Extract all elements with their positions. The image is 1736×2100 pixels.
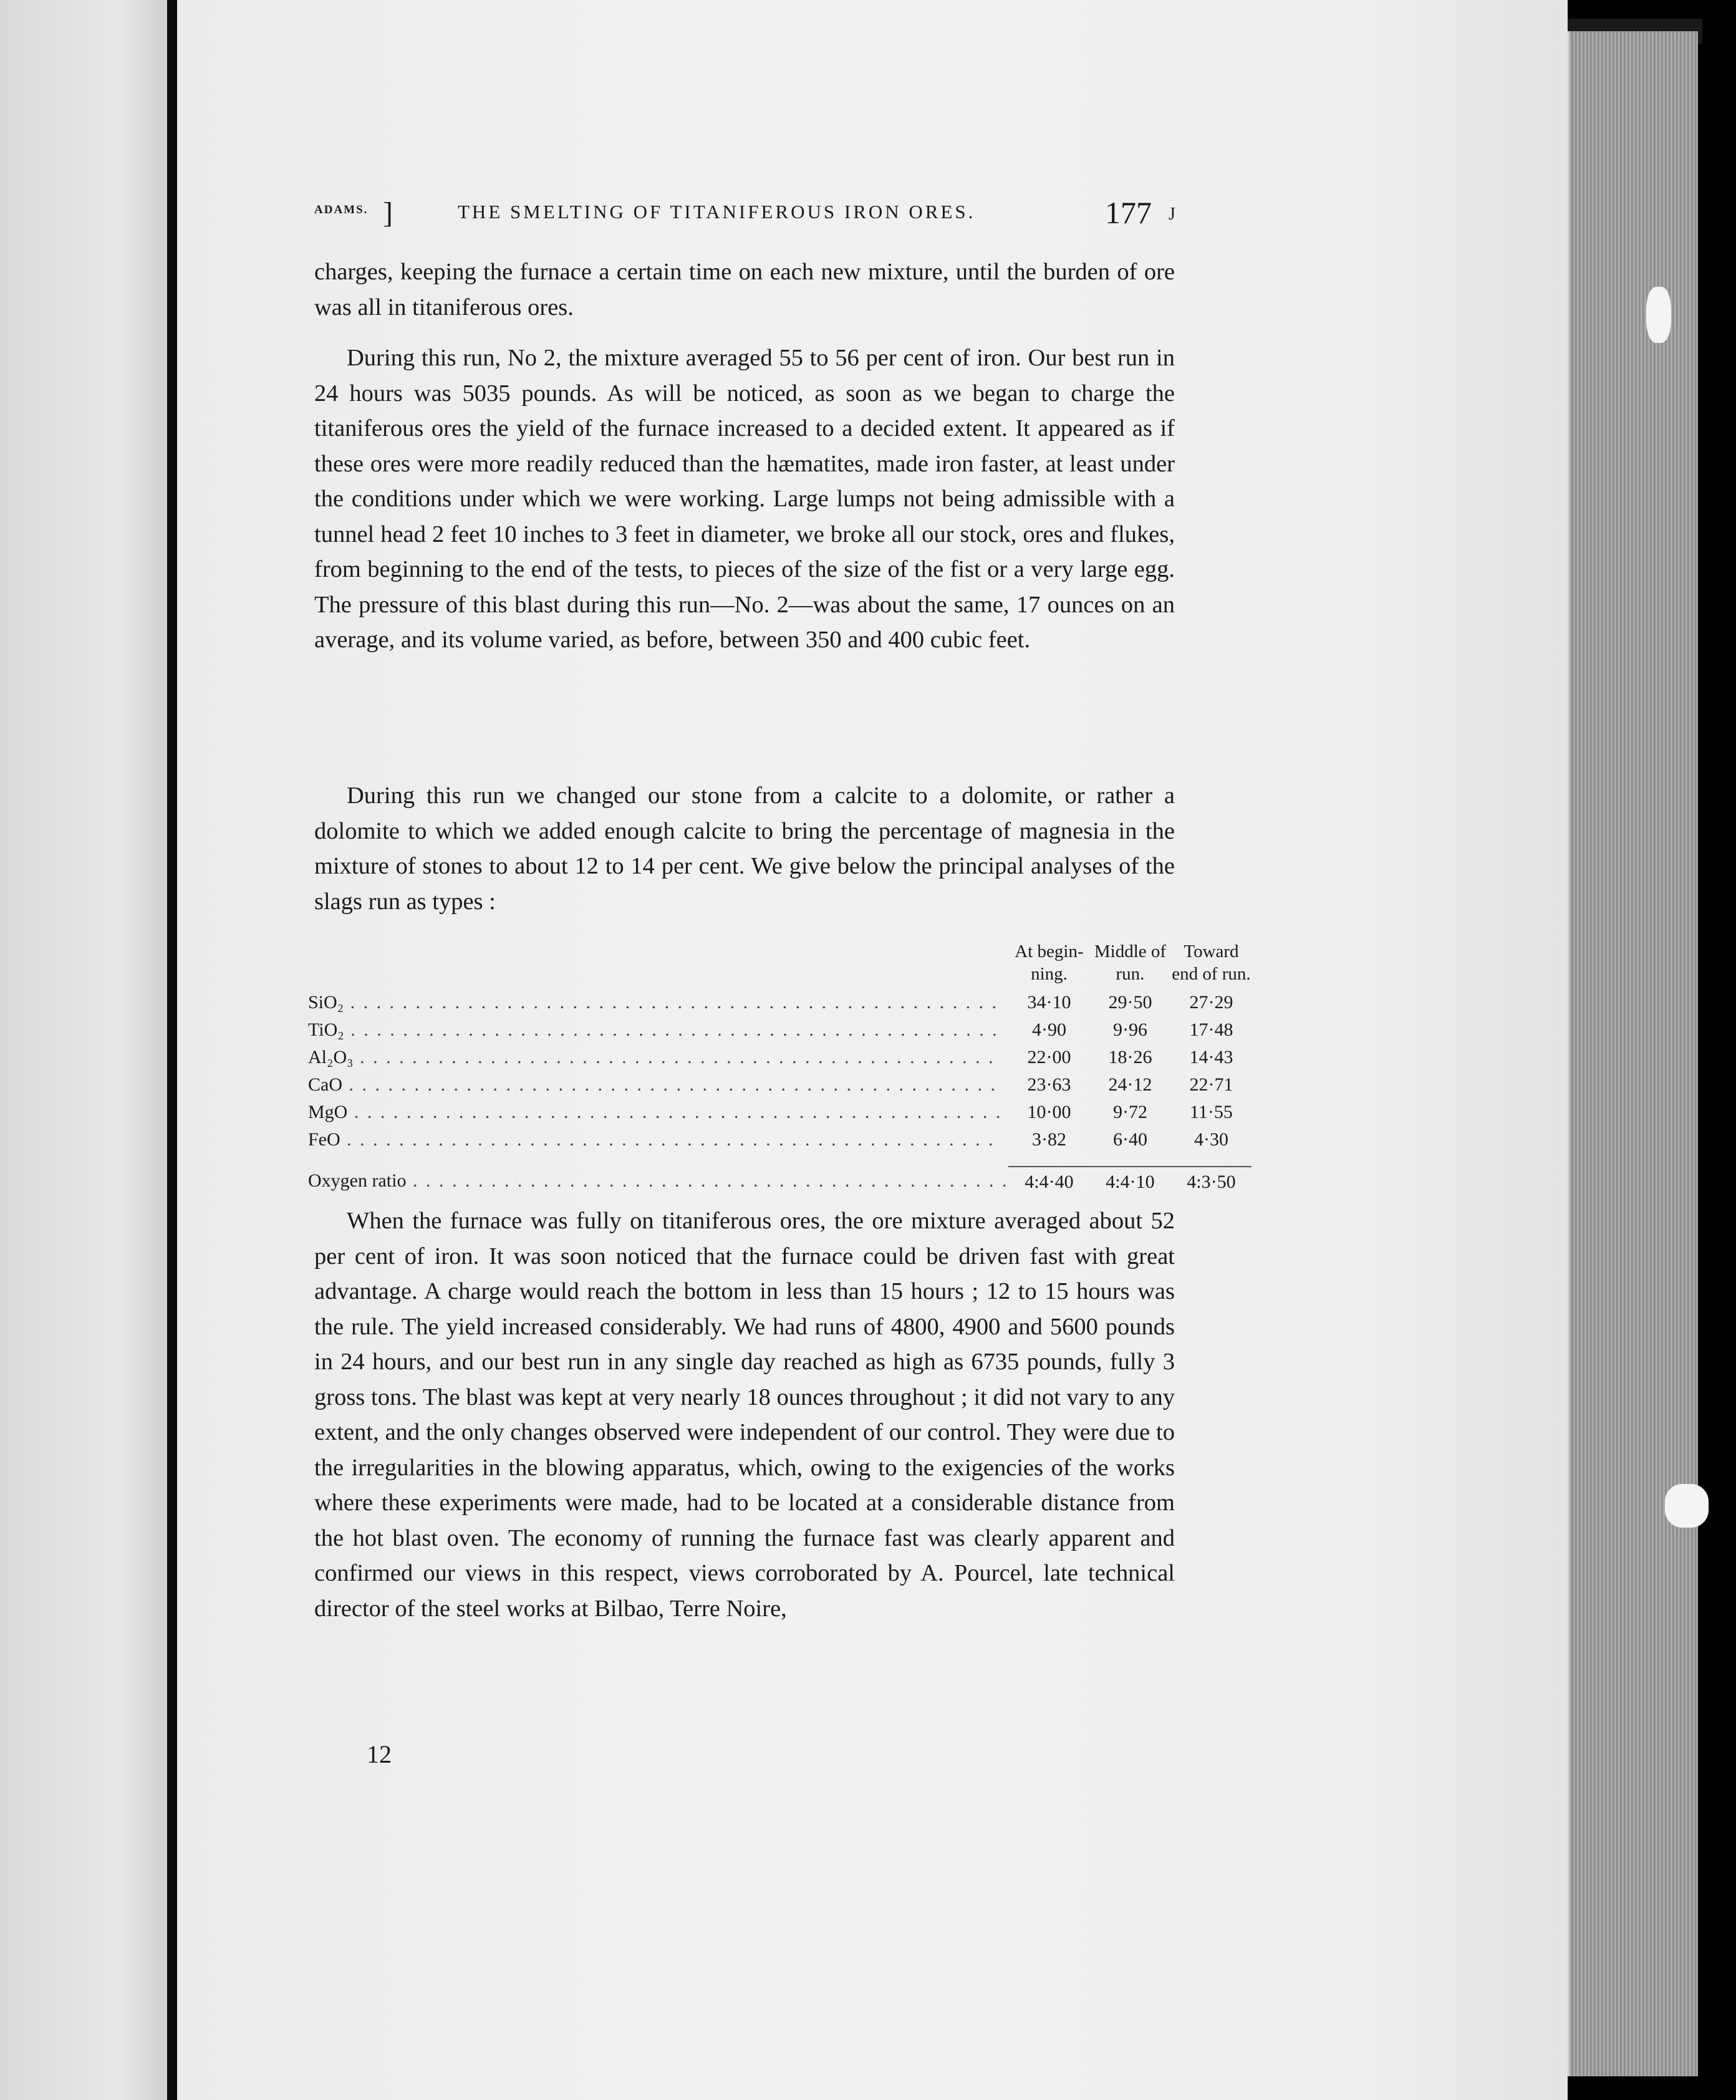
table-row	[308, 1044, 1251, 1071]
table-row	[308, 989, 1251, 1016]
running-head-bracket: ]	[383, 196, 393, 229]
row-label-text: FeO	[308, 1129, 340, 1150]
table-cell: 3·82	[1031, 1129, 1066, 1150]
slag-analysis-table	[308, 940, 1251, 1196]
table-row	[308, 1071, 1251, 1099]
running-head-author: ADAMS.	[314, 203, 369, 216]
table-cell: 22·00	[1027, 1047, 1071, 1067]
page-number: 177	[1105, 195, 1152, 230]
table-cell: 27·29	[1189, 992, 1233, 1013]
table-cell: 24·12	[1108, 1074, 1152, 1095]
table-cell	[1008, 1154, 1089, 1196]
row-label: Oxygen ratio . . . . . . . . . . . . . . . . . . . . . . . . . . . . . . . . . . . . . . . . . . . . . .	[308, 1170, 1009, 1191]
running-head-title: THE SMELTING OF TITANIFEROUS IRON ORES.	[458, 201, 976, 223]
running-head-mark: J	[1169, 205, 1175, 224]
table-cell: 9·96	[1112, 1019, 1147, 1040]
table-cell: 23·63	[1027, 1074, 1071, 1095]
table-cell: 11·55	[1190, 1102, 1233, 1122]
row-label: MgO . . . . . . . . . . . . . . . . . . . . . . . . . . . . . . . . . . . . . . . . . . . . . . . . . .	[308, 1102, 1003, 1122]
table-cell: 9·72	[1112, 1102, 1147, 1122]
table-row	[308, 1099, 1251, 1126]
paper-blemish	[1646, 287, 1671, 343]
row-label-text: Al₂O₃	[308, 1047, 354, 1067]
paragraph-run-no-2	[314, 340, 1175, 658]
table-cell: 22·71	[1189, 1074, 1233, 1095]
row-label-text: SiO₂	[308, 992, 344, 1013]
running-head	[314, 195, 1175, 236]
table-cell	[1170, 1154, 1251, 1196]
paragraph-fully-titaniferous	[314, 1203, 1175, 1626]
table-header: Middle of run.	[1094, 942, 1167, 984]
table-cell: 14·43	[1189, 1047, 1233, 1067]
row-label-text: Oxygen ratio	[308, 1170, 407, 1191]
row-label-text: TiO₂	[308, 1019, 344, 1040]
row-label: FeO . . . . . . . . . . . . . . . . . . . . . . . . . . . . . . . . . . . . . . . . . . . . . . . . . .	[308, 1129, 995, 1150]
table-cell: 29·50	[1108, 992, 1152, 1013]
book-gutter	[167, 0, 177, 2100]
paragraph-text: When the furnace was fully on titaniferous ores, the ore mixture averaged about 52 per cent of iron. It was soon noticed that the furnace could be driven fast with great advantage. A charge would reach the bottom in less than 15 hours ; 12 to 15 hours was the rule. The yield increased considerably. We had runs of 4800, 4900 and 5600 pounds in 24 hours, and our best run in any single day reached as high as 6735 pounds, fully 3 gross tons. The blast was kept at very nearly 18 ounces throughout ; it did not vary to any extent, and the only changes observed were independent of our control. They were due to the irregularities in the blowing apparatus, which, owing to the exigencies of the works where these experiments were made, had to be located at a considerable distance from the hot blast oven. The economy of running the furnace fast was clearly apparent and confirmed our views in this respect, views corroborated by A. Pourcel, late technical director of the steel works at Bilbao, Terre Noire,	[314, 1208, 1175, 1622]
table-header: At begin-ning.	[1015, 942, 1084, 984]
previous-page-edge	[0, 0, 167, 2100]
paragraph-text: During this run, No 2, the mixture averaged 55 to 56 per cent of iron. Our best run in 24 hours was 5035 pounds. As will be noticed, as soon as we began to charge the titaniferous ores the yield of the furnace increased to a decided extent. It appeared as if these ores were more readily reduced than the hæmatites, made iron faster, at least under the conditions under which we were working. Large lumps not being admissible with a tunnel head 2 feet 10 inches to 3 feet in diameter, we broke all our stock, ores and flukes, from beginning to the end of the tests, to pieces of the size of the fist or a very large egg. The pressure of this blast during this run—No. 2—was about the same, 17 ounces on an average, and its volume varied, as before, between 350 and 400 cubic feet.	[314, 345, 1175, 653]
table-cell: 34·10	[1027, 992, 1071, 1013]
table-row	[308, 1126, 1251, 1154]
table-cell	[1089, 1154, 1170, 1196]
table-cell: 18·26	[1108, 1047, 1152, 1067]
table-cell: 10·00	[1027, 1102, 1071, 1122]
table-row	[308, 1016, 1251, 1044]
page-block-edge	[1568, 31, 1698, 2076]
paragraph-stone-change	[314, 778, 1175, 919]
row-label: CaO . . . . . . . . . . . . . . . . . . . . . . . . . . . . . . . . . . . . . . . . . . . . . . . . . .	[308, 1074, 997, 1095]
table-cell: 6·40	[1112, 1129, 1147, 1150]
table-header: Toward end of run.	[1172, 942, 1251, 984]
paper-blemish	[1665, 1484, 1709, 1528]
table-cell: 4·90	[1031, 1019, 1066, 1040]
signature-mark: 12	[367, 1740, 392, 1768]
table-cell: 17·48	[1189, 1019, 1233, 1040]
ratio-value: 4:4·40	[1008, 1166, 1089, 1196]
row-label: SiO₂ . . . . . . . . . . . . . . . . . . . . . . . . . . . . . . . . . . . . . . . . . . . . . . . . . .	[308, 992, 999, 1013]
paragraph-text: charges, keeping the furnace a certain time on each new mixture, until the burden of ore was all in titaniferous ores.	[314, 259, 1175, 320]
oxygen-ratio-row	[308, 1154, 1251, 1196]
table-header-spacer	[308, 940, 1008, 989]
row-label: Al₂O₃ . . . . . . . . . . . . . . . . . . . . . . . . . . . . . . . . . . . . . . . . . . . . . . . . .	[308, 1047, 995, 1067]
ratio-value: 4:3·50	[1170, 1166, 1251, 1196]
table-header-row	[308, 940, 1251, 989]
row-label-text: CaO	[308, 1074, 342, 1095]
ratio-value: 4:4·10	[1089, 1166, 1170, 1196]
row-label: TiO₂ . . . . . . . . . . . . . . . . . . . . . . . . . . . . . . . . . . . . . . . . . . . . . . . . . .	[308, 1019, 999, 1040]
paragraph-text: During this run we changed our stone from a calcite to a dolomite, or rather a dolomite to which we added enough calcite to bring the percentage of magnesia in the mixture of stones to about 12 to 14 per cent. We give below the principal analyses of the slags run as types :	[314, 783, 1175, 915]
row-label-text: MgO	[308, 1102, 348, 1122]
paragraph-continuation	[314, 254, 1175, 325]
table-cell: 4·30	[1194, 1129, 1228, 1150]
